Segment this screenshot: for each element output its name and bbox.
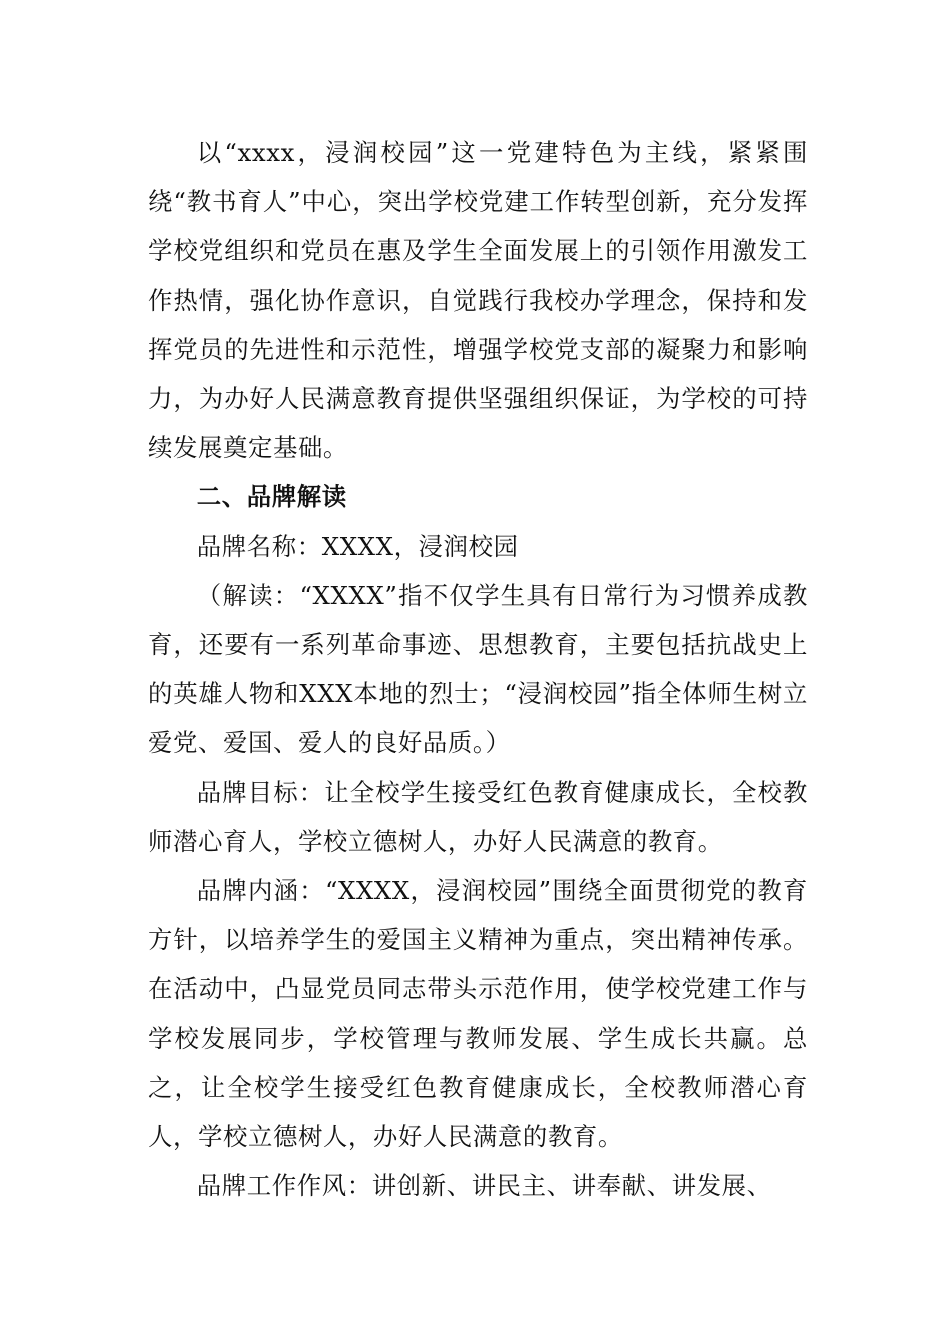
- intro-paragraph: 以“xxxx，浸润校园”这一党建特色为主线，紧紧围绕“教书育人”中心，突出学校党建工作转型创新，充分发挥学校党组织和党员在惠及学生全面发展上的引领作用激发工作热情，强化协作意识，自觉践行我校办学理念，保持和发挥党员的先进性和示范性，增强学校党支部的凝聚力和影响力，为办好人民满意教育提供坚强组织保证，为学校的可持续发展奠定基础。: [148, 138, 808, 463]
- brand-name-paragraph: 品牌名称：XXXX，浸润校园: [196, 531, 519, 561]
- interpretation-paragraph: （解读：“XXXX”指不仅学生具有日常行为习惯养成教育，还要有一系列革命事迹、思想教育，主要包括抗战史上的英雄人物和XXX本地的烈士；“浸润校园”指全体师生树立爱党、爱国、爱人的良好品质。）: [148, 580, 808, 758]
- brand-style-paragraph: 品牌工作作风：讲创新、讲民主、讲奉献、讲发展、: [196, 1171, 772, 1201]
- document-page: [148, 128, 808, 1210]
- section-heading-brand-interpretation: 二、品牌解读: [196, 482, 347, 512]
- brand-goal-paragraph: 品牌目标：让全校学生接受红色教育健康成长，全校教师潜心育人，学校立德树人，办好人民满意的教育。: [148, 777, 808, 856]
- brand-connotation-paragraph: 品牌内涵：“XXXX，浸润校园”围绕全面贯彻党的教育方针，以培养学生的爱国主义精神为重点，突出精神传承。在活动中，凸显党员同志带头示范作用，使学校党建工作与学校发展同步，学校管理与教师发展、学生成长共赢。总之，让全校学生接受红色教育健康成长，全校教师潜心育人，学校立德树人，办好人民满意的教育。: [148, 876, 808, 1152]
